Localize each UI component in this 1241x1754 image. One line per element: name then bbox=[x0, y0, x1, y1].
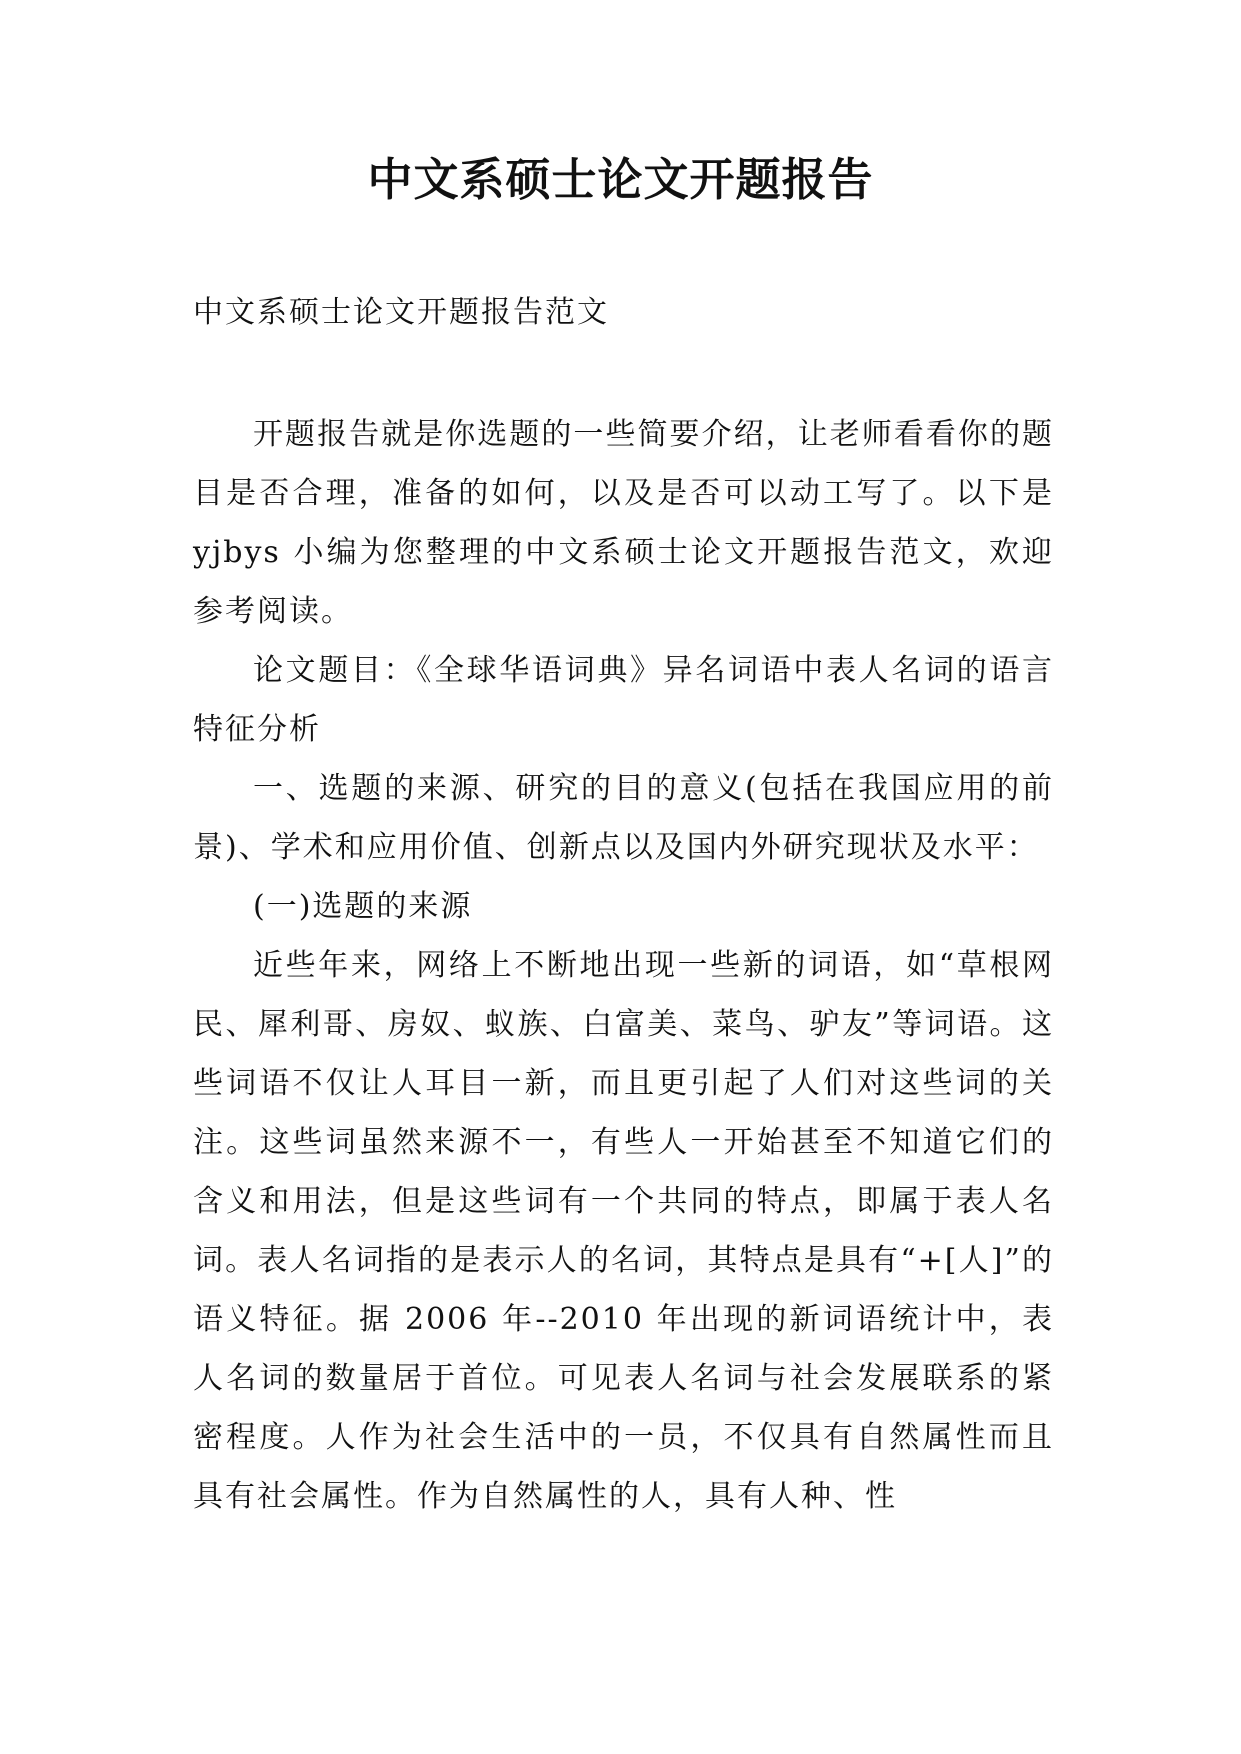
paragraph-intro: 开题报告就是你选题的一些简要介绍，让老师看看你的题目是否合理，准备的如何，以及是否可以动工写了。以下是 yjbys 小编为您整理的中文系硕士论文开题报告范文，欢迎参考阅读。 bbox=[193, 417, 1054, 629]
document-body bbox=[193, 405, 1054, 1526]
paragraph-thesis-title: 论文题目：《全球华语词典》异名词语中表人名词的语言特征分析 bbox=[193, 653, 1054, 747]
paragraph-section-heading: 一、选题的来源、研究的目的意义(包括在我国应用的前景)、学术和应用价值、创新点以及国内外研究现状及水平： bbox=[193, 771, 1054, 865]
document-subtitle: 中文系硕士论文开题报告范文 bbox=[193, 295, 609, 330]
document-title: 中文系硕士论文开题报告 bbox=[367, 153, 874, 206]
paragraph-body: 近些年来，网络上不断地出现一些新的词语，如“草根网民、犀利哥、房奴、蚁族、白富美、菜鸟、驴友”等词语。这些词语不仅让人耳目一新，而且更引起了人们对这些词的关注。这些词虽然来源不一，有些人一开始甚至不知道它们的含义和用法，但是这些词有一个共同的特点，即属于表人名词。表人名词指的是表示人的名词，其特点是具有“+[人]”的语义特征。据 2006 年--2010 年出现的新词语统计中，表人名词的数量居于首位。可见表人名词与社会发展联系的紧密程度。人作为社会生活中的一员，不仅具有自然属性而且具有社会属性。作为自然属性的人，具有人种、性 bbox=[193, 948, 1054, 1514]
paragraph-subsection-heading: (一)选题的来源 bbox=[253, 889, 473, 924]
